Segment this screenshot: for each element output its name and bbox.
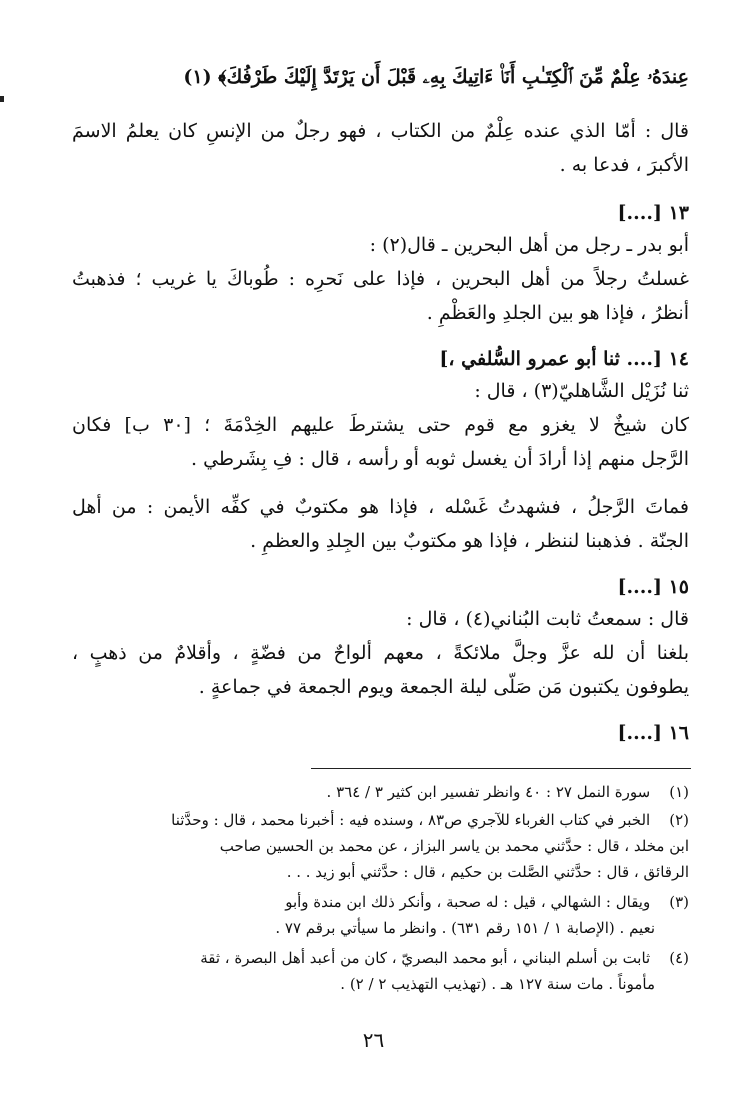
entry-heading-14: ١٤ [.... ثنا أبو عمرو السُّلفي ،] [439, 348, 689, 370]
footnote-1 [70, 780, 689, 805]
footnote-text: نعيم . (الإصابة ١ / ١٥١ رقم ٦٣١) . وانظر ما سيأتي برقم ٧٧ . [275, 919, 655, 937]
text-line: فماتَ الرَّجلُ ، فشهدتُ غَسْله ، فإذا هو مكتوبٌ في كفِّه الأيمن : من أهل [72, 496, 689, 518]
page-number: ٢٦ [362, 1028, 385, 1052]
footnote-number: (٤) [669, 949, 689, 967]
entry-heading-16: ١٦ [....] [617, 722, 689, 744]
footnote-text: ابن مخلد ، قال : حدَّثني محمد بن ياسر البزاز ، عن محمد بن الحسين صاحب [219, 837, 689, 855]
narrator-line: أبو بدر ـ رجل من أهل البحرين ـ قال(٢) : [369, 234, 689, 256]
footnote-2-cont [70, 834, 689, 859]
footnote-number: (٣) [669, 893, 689, 911]
footnote-text: الخبر في كتاب الغرباء للآجري ص٨٣ ، وسنده فيه : أخبرنا محمد ، قال : وحدَّثنا [171, 811, 651, 829]
footnote-text: ويقال : الشهالي ، قيل : له صحبة ، وأنكر ذلك ابن مندة وأبو [285, 893, 651, 911]
text-line: كان شيخٌ لا يغزو مع قوم حتى يشترطَ عليهم الخِدْمَةَ ؛ [٣٠ ب] فكان [72, 414, 689, 436]
footnote-3 [70, 890, 689, 915]
text-line: غسلتُ رجلاً من أهل البحرين ، فإذا على نَحرِه : طُوباكَ يا غريب ؛ فذهبتُ [72, 268, 689, 290]
text-line: الرَّجل منهم إذا أرادَ أن يغسل ثوبه أو رأسه ، قال : فِ بِشَرطي . [190, 448, 689, 470]
text-line: الأكبرَ ، فدعا به . [559, 154, 689, 176]
entry-heading-13: ١٣ [....] [617, 202, 689, 224]
text-line: أنظرُ ، فإذا هو بين الجلدِ والعَظْمِ . [426, 302, 689, 324]
quran-verse-line: عِندَهُۥ عِلْمٌ مِّنَ ٱلْكِتَـٰبِ أَنَا۠ ءَاتِيكَ بِهِۦ قَبْلَ أَن يَرْتَدَّ إِلَيْكَ طَرْفُكَ﴾ (١) [183, 66, 689, 88]
footnote-number: (١) [669, 783, 689, 801]
footnote-separator [311, 768, 691, 769]
footnote-2-cont [70, 860, 689, 885]
text-line: قال : أمّا الذي عنده عِلْمٌ من الكتاب ، فهو رجلٌ من الإنسِ كان يعلمُ الاسمَ [72, 120, 689, 142]
text-line: الجنّة . فذهبنا لننظر ، فإذا هو مكتوبٌ بين الجِلدِ والعظمِ . [250, 530, 689, 552]
entry-heading-15: ١٥ [....] [617, 576, 689, 598]
margin-mark [0, 96, 4, 102]
narrator-line: قال : سمعتُ ثابت البُناني(٤) ، قال : [406, 608, 689, 630]
footnote-2 [70, 808, 689, 833]
text-line: يطوفون يكتبون مَن صَلّى ليلة الجمعة ويوم الجمعة في جماعةٍ . [198, 676, 689, 698]
footnote-text: الرقائق ، قال : حدَّثني الصَّلت بن حكيم ، قال : حدَّثني أبو زيد . . . [286, 863, 689, 881]
footnote-number: (٢) [669, 811, 689, 829]
footnote-text: ثابت بن أسلم البناني ، أبو محمد البصريّ ، كان من أعبد أهل البصرة ، ثقة [200, 949, 651, 967]
narrator-line: ثنا نُزَيْل الشَّاهليّ(٣) ، قال : [474, 380, 689, 402]
footnote-4 [70, 946, 689, 971]
footnote-text: سورة النمل ٢٧ : ٤٠ وانظر تفسير ابن كثير ٣ / ٣٦٤ . [326, 783, 651, 801]
footnote-3-cont [70, 916, 655, 941]
footnote-text: مأموناً . مات سنة ١٢٧ هـ . (تهذيب التهذيب ٢ / ٢) . [340, 975, 655, 993]
text-line: بلغنا أن لله عزَّ وجلَّ ملائكةً ، معهم ألواحٌ من فضّةٍ ، وأقلامٌ من ذهبٍ ، [72, 642, 689, 664]
footnote-4-cont [70, 972, 655, 997]
